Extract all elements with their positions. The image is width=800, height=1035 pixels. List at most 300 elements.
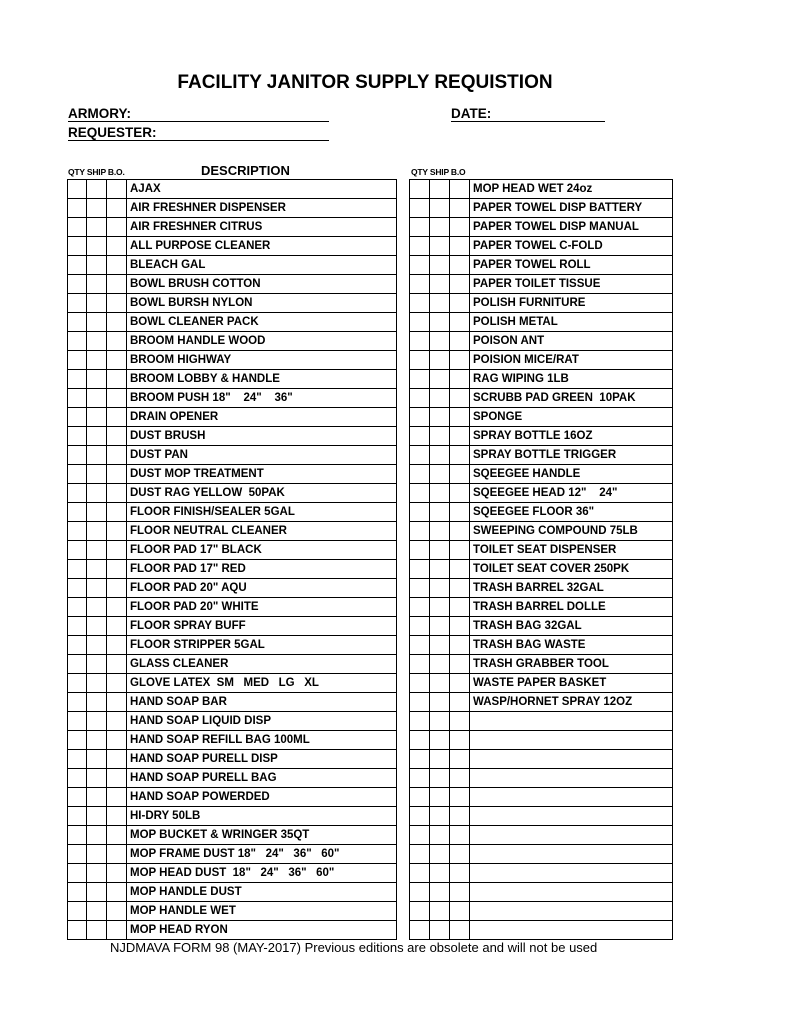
right-item-description: WASP/HORNET SPRAY 12OZ (470, 693, 673, 712)
right-qty-cell[interactable] (410, 389, 430, 408)
right-bo-cell[interactable] (450, 351, 470, 370)
right-item-description: PAPER TOWEL DISP BATTERY (470, 199, 673, 218)
right-bo-cell[interactable] (450, 712, 470, 731)
right-bo-cell[interactable] (450, 750, 470, 769)
right-qty-cell[interactable] (410, 256, 430, 275)
left-item-description: AJAX (127, 180, 397, 199)
left-ship-cell[interactable] (87, 655, 107, 674)
right-item-description: SCRUBB PAD GREEN 10PAK (470, 389, 673, 408)
left-bo-cell[interactable] (107, 598, 127, 617)
right-qty-cell[interactable] (410, 313, 430, 332)
right-ship-cell[interactable] (430, 769, 450, 788)
right-item-row (410, 636, 673, 655)
right-qty-cell[interactable] (410, 351, 430, 370)
left-ship-cell[interactable] (87, 446, 107, 465)
left-bo-cell[interactable] (107, 465, 127, 484)
left-bo-cell[interactable] (107, 655, 127, 674)
left-bo-cell[interactable] (107, 826, 127, 845)
left-ship-cell[interactable] (87, 237, 107, 256)
left-qty-cell[interactable] (68, 902, 87, 921)
right-qty-cell[interactable] (410, 655, 430, 674)
left-bo-cell[interactable] (107, 389, 127, 408)
right-qty-cell[interactable] (410, 275, 430, 294)
left-item-row (68, 636, 397, 655)
left-qty-cell[interactable] (68, 541, 87, 560)
left-item-description: FLOOR NEUTRAL CLEANER (127, 522, 397, 541)
left-qty-cell[interactable] (68, 883, 87, 902)
left-qty-cell[interactable] (68, 370, 87, 389)
right-qty-cell[interactable] (410, 902, 430, 921)
left-qty-cell[interactable] (68, 674, 87, 693)
left-ship-cell[interactable] (87, 788, 107, 807)
left-ship-cell[interactable] (87, 693, 107, 712)
right-item-row (410, 769, 673, 788)
left-ship-cell[interactable] (87, 674, 107, 693)
left-ship-cell[interactable] (87, 883, 107, 902)
right-ship-cell[interactable] (430, 826, 450, 845)
right-ship-cell[interactable] (430, 750, 450, 769)
right-qty-cell[interactable] (410, 636, 430, 655)
left-item-description: HI-DRY 50LB (127, 807, 397, 826)
left-ship-cell[interactable] (87, 332, 107, 351)
right-ship-cell[interactable] (430, 294, 450, 313)
left-qty-cell[interactable] (68, 446, 87, 465)
left-qty-cell[interactable] (68, 560, 87, 579)
right-ship-cell[interactable] (430, 180, 450, 199)
left-ship-cell[interactable] (87, 427, 107, 446)
left-item-description: MOP HEAD DUST 18" 24" 36" 60" (127, 864, 397, 883)
right-bo-cell[interactable] (450, 256, 470, 275)
right-bo-cell[interactable] (450, 617, 470, 636)
right-qty-cell[interactable] (410, 883, 430, 902)
left-bo-cell[interactable] (107, 902, 127, 921)
left-qty-cell[interactable] (68, 180, 87, 199)
right-ship-cell[interactable] (430, 674, 450, 693)
right-item-description: WASTE PAPER BASKET (470, 674, 673, 693)
left-ship-cell[interactable] (87, 275, 107, 294)
right-qty-cell[interactable] (410, 370, 430, 389)
right-ship-cell[interactable] (430, 883, 450, 902)
left-bo-cell[interactable] (107, 218, 127, 237)
left-bo-cell[interactable] (107, 370, 127, 389)
right-item-description: TOILET SEAT COVER 250PK (470, 560, 673, 579)
left-item-description: BROOM HANDLE WOOD (127, 332, 397, 351)
left-bo-cell[interactable] (107, 408, 127, 427)
right-ship-cell[interactable] (430, 845, 450, 864)
right-item-description (470, 826, 673, 845)
right-bo-cell[interactable] (450, 655, 470, 674)
left-item-row (68, 712, 397, 731)
right-qty-cell[interactable] (410, 674, 430, 693)
right-qty-ship-bo-header: QTY SHIP B.O (411, 167, 466, 177)
left-item-description: FLOOR PAD 20" AQU (127, 579, 397, 598)
right-ship-cell[interactable] (430, 218, 450, 237)
right-bo-cell[interactable] (450, 313, 470, 332)
left-bo-cell[interactable] (107, 313, 127, 332)
left-qty-cell[interactable] (68, 636, 87, 655)
right-qty-cell[interactable] (410, 712, 430, 731)
left-item-description: FLOOR STRIPPER 5GAL (127, 636, 397, 655)
left-ship-cell[interactable] (87, 465, 107, 484)
left-qty-cell[interactable] (68, 750, 87, 769)
right-ship-cell[interactable] (430, 788, 450, 807)
right-qty-cell[interactable] (410, 731, 430, 750)
left-bo-cell[interactable] (107, 769, 127, 788)
right-item-row (410, 826, 673, 845)
requester-field[interactable] (68, 140, 329, 141)
left-ship-cell[interactable] (87, 256, 107, 275)
left-ship-cell[interactable] (87, 313, 107, 332)
left-bo-cell[interactable] (107, 294, 127, 313)
left-qty-cell[interactable] (68, 351, 87, 370)
left-bo-cell[interactable] (107, 674, 127, 693)
left-ship-cell[interactable] (87, 560, 107, 579)
right-item-description: POISON ANT (470, 332, 673, 351)
left-ship-cell[interactable] (87, 199, 107, 218)
left-ship-cell[interactable] (87, 541, 107, 560)
left-bo-cell[interactable] (107, 199, 127, 218)
left-ship-cell[interactable] (87, 484, 107, 503)
left-ship-cell[interactable] (87, 370, 107, 389)
right-qty-cell[interactable] (410, 617, 430, 636)
right-ship-cell[interactable] (430, 541, 450, 560)
left-bo-cell[interactable] (107, 617, 127, 636)
right-bo-cell[interactable] (450, 731, 470, 750)
left-ship-cell[interactable] (87, 636, 107, 655)
right-item-description (470, 845, 673, 864)
right-item-row (410, 522, 673, 541)
left-qty-cell[interactable] (68, 807, 87, 826)
left-ship-cell[interactable] (87, 389, 107, 408)
right-qty-cell[interactable] (410, 598, 430, 617)
right-ship-cell[interactable] (430, 522, 450, 541)
left-qty-cell[interactable] (68, 427, 87, 446)
left-bo-cell[interactable] (107, 560, 127, 579)
left-ship-cell[interactable] (87, 750, 107, 769)
right-bo-cell[interactable] (450, 465, 470, 484)
right-bo-cell[interactable] (450, 180, 470, 199)
left-ship-cell[interactable] (87, 408, 107, 427)
left-item-description: DUST RAG YELLOW 50PAK (127, 484, 397, 503)
left-item-row (68, 446, 397, 465)
right-ship-cell[interactable] (430, 484, 450, 503)
right-bo-cell[interactable] (450, 579, 470, 598)
right-bo-cell[interactable] (450, 845, 470, 864)
left-item-description: FLOOR FINISH/SEALER 5GAL (127, 503, 397, 522)
left-qty-cell[interactable] (68, 788, 87, 807)
left-bo-cell[interactable] (107, 788, 127, 807)
left-qty-cell[interactable] (68, 389, 87, 408)
right-item-row (410, 465, 673, 484)
right-qty-cell[interactable] (410, 237, 430, 256)
right-ship-cell[interactable] (430, 598, 450, 617)
right-qty-cell[interactable] (410, 484, 430, 503)
right-qty-cell[interactable] (410, 218, 430, 237)
right-qty-cell[interactable] (410, 750, 430, 769)
left-qty-cell[interactable] (68, 256, 87, 275)
left-bo-cell[interactable] (107, 275, 127, 294)
left-qty-cell[interactable] (68, 731, 87, 750)
left-item-row (68, 731, 397, 750)
left-item-description: BOWL BRUSH COTTON (127, 275, 397, 294)
right-item-row (410, 598, 673, 617)
right-item-row (410, 408, 673, 427)
right-bo-cell[interactable] (450, 237, 470, 256)
right-ship-cell[interactable] (430, 712, 450, 731)
right-bo-cell[interactable] (450, 883, 470, 902)
left-qty-cell[interactable] (68, 218, 87, 237)
right-ship-cell[interactable] (430, 807, 450, 826)
right-item-row (410, 541, 673, 560)
left-qty-cell[interactable] (68, 693, 87, 712)
right-bo-cell[interactable] (450, 389, 470, 408)
left-qty-cell[interactable] (68, 313, 87, 332)
left-item-row (68, 294, 397, 313)
left-item-description: BROOM PUSH 18" 24" 36" (127, 389, 397, 408)
right-bo-cell[interactable] (450, 370, 470, 389)
right-bo-cell[interactable] (450, 864, 470, 883)
right-bo-cell[interactable] (450, 788, 470, 807)
right-qty-cell[interactable] (410, 845, 430, 864)
right-bo-cell[interactable] (450, 769, 470, 788)
form-footer: NJDMAVA FORM 98 (MAY-2017) Previous editions are obsolete and will not be used (110, 940, 598, 955)
left-ship-cell[interactable] (87, 617, 107, 636)
left-ship-cell[interactable] (87, 579, 107, 598)
left-ship-cell[interactable] (87, 503, 107, 522)
right-qty-cell[interactable] (410, 921, 430, 940)
left-item-description: GLASS CLEANER (127, 655, 397, 674)
right-item-row (410, 864, 673, 883)
left-item-description: FLOOR PAD 17" BLACK (127, 541, 397, 560)
right-bo-cell[interactable] (450, 541, 470, 560)
left-bo-cell[interactable] (107, 807, 127, 826)
right-ship-cell[interactable] (430, 655, 450, 674)
right-ship-cell[interactable] (430, 237, 450, 256)
right-item-row (410, 199, 673, 218)
left-ship-cell[interactable] (87, 522, 107, 541)
right-bo-cell[interactable] (450, 598, 470, 617)
left-bo-cell[interactable] (107, 883, 127, 902)
left-qty-cell[interactable] (68, 864, 87, 883)
right-item-row (410, 693, 673, 712)
right-item-description: SPRAY BOTTLE TRIGGER (470, 446, 673, 465)
left-bo-cell[interactable] (107, 427, 127, 446)
left-item-description: MOP HANDLE DUST (127, 883, 397, 902)
right-bo-cell[interactable] (450, 522, 470, 541)
left-ship-cell[interactable] (87, 845, 107, 864)
right-bo-cell[interactable] (450, 636, 470, 655)
left-bo-cell[interactable] (107, 446, 127, 465)
right-ship-cell[interactable] (430, 693, 450, 712)
left-ship-cell[interactable] (87, 921, 107, 940)
right-ship-cell[interactable] (430, 332, 450, 351)
date-field[interactable] (451, 121, 605, 122)
left-bo-cell[interactable] (107, 541, 127, 560)
right-qty-cell[interactable] (410, 788, 430, 807)
right-ship-cell[interactable] (430, 370, 450, 389)
right-bo-cell[interactable] (450, 446, 470, 465)
left-bo-cell[interactable] (107, 845, 127, 864)
right-ship-cell[interactable] (430, 427, 450, 446)
right-item-row (410, 275, 673, 294)
left-qty-cell[interactable] (68, 503, 87, 522)
left-qty-cell[interactable] (68, 522, 87, 541)
right-item-row (410, 294, 673, 313)
left-ship-cell[interactable] (87, 864, 107, 883)
right-qty-cell[interactable] (410, 807, 430, 826)
left-qty-cell[interactable] (68, 484, 87, 503)
left-ship-cell[interactable] (87, 180, 107, 199)
left-bo-cell[interactable] (107, 864, 127, 883)
right-supply-table (409, 179, 673, 940)
right-ship-cell[interactable] (430, 408, 450, 427)
right-ship-cell[interactable] (430, 446, 450, 465)
right-bo-cell[interactable] (450, 693, 470, 712)
left-qty-cell[interactable] (68, 845, 87, 864)
left-bo-cell[interactable] (107, 693, 127, 712)
right-bo-cell[interactable] (450, 408, 470, 427)
left-ship-cell[interactable] (87, 769, 107, 788)
left-ship-cell[interactable] (87, 807, 107, 826)
right-ship-cell[interactable] (430, 636, 450, 655)
right-qty-cell[interactable] (410, 503, 430, 522)
left-qty-cell[interactable] (68, 579, 87, 598)
right-qty-cell[interactable] (410, 199, 430, 218)
left-qty-cell[interactable] (68, 769, 87, 788)
left-item-row (68, 769, 397, 788)
left-qty-cell[interactable] (68, 408, 87, 427)
left-bo-cell[interactable] (107, 237, 127, 256)
left-ship-cell[interactable] (87, 598, 107, 617)
right-ship-cell[interactable] (430, 313, 450, 332)
right-ship-cell[interactable] (430, 902, 450, 921)
right-ship-cell[interactable] (430, 579, 450, 598)
right-bo-cell[interactable] (450, 294, 470, 313)
right-qty-cell[interactable] (410, 541, 430, 560)
right-qty-cell[interactable] (410, 864, 430, 883)
left-bo-cell[interactable] (107, 921, 127, 940)
left-bo-cell[interactable] (107, 636, 127, 655)
right-ship-cell[interactable] (430, 864, 450, 883)
right-ship-cell[interactable] (430, 351, 450, 370)
right-bo-cell[interactable] (450, 826, 470, 845)
right-bo-cell[interactable] (450, 503, 470, 522)
left-ship-cell[interactable] (87, 902, 107, 921)
left-bo-cell[interactable] (107, 731, 127, 750)
left-bo-cell[interactable] (107, 256, 127, 275)
right-ship-cell[interactable] (430, 503, 450, 522)
right-bo-cell[interactable] (450, 218, 470, 237)
left-qty-cell[interactable] (68, 465, 87, 484)
right-bo-cell[interactable] (450, 275, 470, 294)
left-qty-cell[interactable] (68, 617, 87, 636)
left-qty-cell[interactable] (68, 921, 87, 940)
armory-label: ARMORY: (68, 106, 131, 121)
left-bo-cell[interactable] (107, 332, 127, 351)
right-ship-cell[interactable] (430, 199, 450, 218)
right-ship-cell[interactable] (430, 389, 450, 408)
right-qty-cell[interactable] (410, 332, 430, 351)
left-item-row (68, 408, 397, 427)
left-qty-cell[interactable] (68, 332, 87, 351)
right-bo-cell[interactable] (450, 807, 470, 826)
right-qty-cell[interactable] (410, 408, 430, 427)
left-item-row (68, 902, 397, 921)
right-qty-cell[interactable] (410, 446, 430, 465)
armory-field[interactable] (68, 121, 329, 122)
left-qty-cell[interactable] (68, 237, 87, 256)
left-qty-cell[interactable] (68, 294, 87, 313)
left-qty-cell[interactable] (68, 826, 87, 845)
right-ship-cell[interactable] (430, 921, 450, 940)
left-ship-cell[interactable] (87, 218, 107, 237)
left-bo-cell[interactable] (107, 522, 127, 541)
right-qty-cell[interactable] (410, 180, 430, 199)
right-ship-cell[interactable] (430, 731, 450, 750)
right-qty-cell[interactable] (410, 826, 430, 845)
left-qty-cell[interactable] (68, 655, 87, 674)
left-ship-cell[interactable] (87, 731, 107, 750)
left-item-description: ALL PURPOSE CLEANER (127, 237, 397, 256)
right-qty-cell[interactable] (410, 427, 430, 446)
left-ship-cell[interactable] (87, 294, 107, 313)
right-ship-cell[interactable] (430, 275, 450, 294)
left-qty-cell[interactable] (68, 199, 87, 218)
right-qty-cell[interactable] (410, 522, 430, 541)
left-ship-cell[interactable] (87, 712, 107, 731)
left-bo-cell[interactable] (107, 579, 127, 598)
right-ship-cell[interactable] (430, 256, 450, 275)
right-bo-cell[interactable] (450, 332, 470, 351)
right-bo-cell[interactable] (450, 674, 470, 693)
right-qty-cell[interactable] (410, 560, 430, 579)
left-item-row (68, 598, 397, 617)
right-qty-cell[interactable] (410, 465, 430, 484)
right-bo-cell[interactable] (450, 921, 470, 940)
left-item-description: HAND SOAP LIQUID DISP (127, 712, 397, 731)
right-item-row (410, 807, 673, 826)
left-qty-cell[interactable] (68, 275, 87, 294)
right-ship-cell[interactable] (430, 560, 450, 579)
left-bo-cell[interactable] (107, 351, 127, 370)
left-bo-cell[interactable] (107, 712, 127, 731)
right-item-row (410, 313, 673, 332)
right-qty-cell[interactable] (410, 693, 430, 712)
right-bo-cell[interactable] (450, 199, 470, 218)
right-item-description: SQEEGEE HANDLE (470, 465, 673, 484)
left-bo-cell[interactable] (107, 750, 127, 769)
left-bo-cell[interactable] (107, 180, 127, 199)
right-ship-cell[interactable] (430, 617, 450, 636)
right-item-row (410, 351, 673, 370)
left-bo-cell[interactable] (107, 503, 127, 522)
left-item-row (68, 370, 397, 389)
left-qty-cell[interactable] (68, 598, 87, 617)
left-bo-cell[interactable] (107, 484, 127, 503)
right-bo-cell[interactable] (450, 484, 470, 503)
right-ship-cell[interactable] (430, 465, 450, 484)
left-item-row (68, 218, 397, 237)
right-qty-cell[interactable] (410, 294, 430, 313)
left-qty-cell[interactable] (68, 712, 87, 731)
right-bo-cell[interactable] (450, 560, 470, 579)
right-qty-cell[interactable] (410, 579, 430, 598)
left-ship-cell[interactable] (87, 826, 107, 845)
right-qty-cell[interactable] (410, 769, 430, 788)
right-bo-cell[interactable] (450, 902, 470, 921)
right-bo-cell[interactable] (450, 427, 470, 446)
left-ship-cell[interactable] (87, 351, 107, 370)
